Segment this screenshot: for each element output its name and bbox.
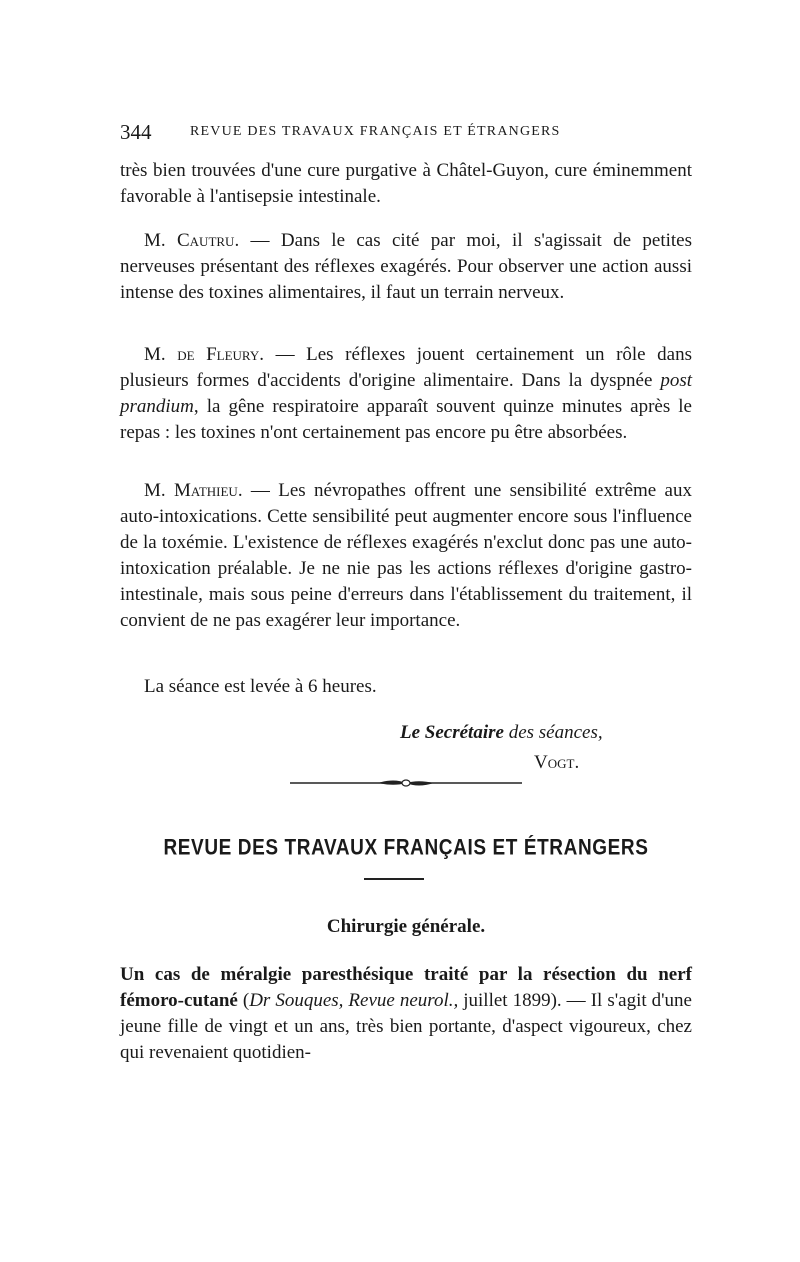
signature-role-title: Le Secrétaire — [400, 722, 504, 743]
paragraph-text: La séance est levée à 6 heures. — [144, 676, 377, 697]
paragraph-mathieu — [120, 478, 692, 634]
ornament-rule-icon — [290, 778, 522, 788]
paragraph-text: — Dans le cas cité par moi, il s'agissait de petites nerveuses présentant des réflexes exagérés. Pour observer une action aussi intense des toxines alimentaires, il faut un terrain nerveux. — [120, 230, 692, 303]
article-entry — [120, 962, 692, 1066]
page-number: 344 — [120, 120, 152, 144]
paragraph-text: , la gêne respiratoire apparaît souvent quinze minutes après le repas : les toxines n'ont certainement pas encore pu être absorbées. — [120, 396, 692, 443]
speaker-name: M. de Fleury. — [144, 344, 265, 365]
paragraph-continuation — [120, 158, 692, 210]
article-title: Un cas de méralgie paresthésique traité par la résection du nerf fémoro-cutané — [120, 964, 692, 1011]
page-header — [120, 120, 692, 148]
paragraph-text: très bien trouvées d'une cure purgative à Châtel-Guyon, cure éminemment favorable à l'antisepsie intestinale. — [120, 160, 692, 207]
paragraph-cautru — [120, 228, 692, 306]
paragraph-text: — Les névropathes offrent une sensibilité extrême aux auto-intoxications. Cette sensibilité peut augmenter encore sous l'influence de la toxémie. L'existence de réflexes exagérés n'exclut donc pas une auto-intoxication préalable. Je ne nie pas les actions réflexes d'origine gastro-intestinale, mais sous peine d'erreurs dans l'établissement du traitement, il convient de ne pas exagérer leur importance. — [120, 480, 692, 631]
latin-term: post prandium — [120, 370, 692, 417]
subsection-title: Chirurgie générale. — [326, 916, 486, 937]
running-title: REVUE DES TRAVAUX FRANÇAIS ET ÉTRANGERS — [190, 124, 561, 139]
paragraph-closing — [120, 674, 692, 700]
citation-open: ( — [237, 990, 250, 1011]
divider — [364, 878, 424, 880]
speaker-name: M. Cautru. — [144, 230, 240, 251]
signature-role-suffix: des séances, — [503, 722, 603, 743]
article-citation: Dr Souques, Revue neurol., — [249, 990, 459, 1011]
signature-role — [400, 720, 603, 746]
article-text: juillet 1899). — Il s'agit d'une jeune fille de vingt et un ans, très bien portante, d'aspect vigoureux, chez qui revenaient quotidien- — [120, 990, 692, 1063]
paragraph-de-fleury — [120, 342, 692, 446]
signature-name: Vogt. — [534, 752, 580, 773]
paragraph-text: — Les réflexes jouent certainement un rôle dans plusieurs formes d'accidents d'origine alimentaire. Dans la dyspnée — [120, 344, 692, 391]
speaker-name: M. Mathieu. — [144, 480, 243, 501]
section-title: REVUE DES TRAVAUX FRANÇAIS ET ÉTRANGERS — [163, 836, 649, 861]
